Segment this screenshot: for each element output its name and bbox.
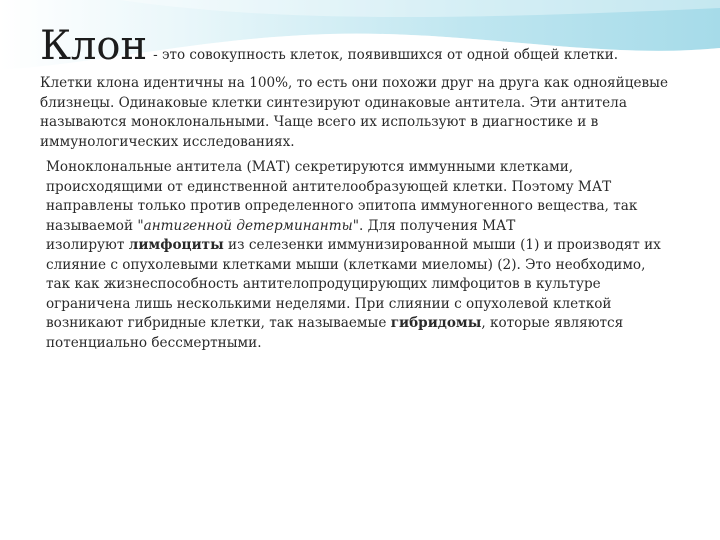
paragraph-clone-description xyxy=(40,74,680,152)
paragraph2-line xyxy=(46,236,680,256)
paragraph2-line: так как жизнеспособность антителопродуцирующих лимфоцитов в культуре xyxy=(46,276,601,292)
slide-content xyxy=(40,23,680,353)
paragraph1-line: близнецы. Одинаковые клетки синтезируют одинаковые антитела. Эти антитела xyxy=(40,94,627,111)
paragraph2-line: направлены только против определенного эпитопа иммуногенного вещества, так xyxy=(46,198,638,214)
text-segment: изолируют xyxy=(46,237,129,253)
title-word: Клон xyxy=(40,23,148,69)
text-segment: ". Для получения МАТ xyxy=(352,217,516,234)
paragraph-monoclonal-antibodies xyxy=(46,158,680,353)
title-line xyxy=(40,23,680,69)
paragraph2-line xyxy=(46,217,680,237)
bold-lymphocytes: лимфоциты xyxy=(128,237,224,253)
bold-hybridomas: гибридомы xyxy=(390,315,482,331)
title-definition: - это совокупность клеток, появившихся от одной общей клетки. xyxy=(153,47,619,63)
paragraph2-line: потенциально бессмертными. xyxy=(46,334,262,351)
paragraph2-line: Моноклональные антитела (МАТ) секретируются иммунными клетками, xyxy=(46,159,574,175)
text-segment: из селезенки иммунизированной мыши (1) и производят их xyxy=(223,237,661,253)
paragraph1-line: иммунологических исследованиях. xyxy=(40,133,295,150)
emphasis-antigen-determinant: антигенной детерминанты xyxy=(143,217,353,234)
paragraph2-line: происходящими от единственной антителообразующей клетки. Поэтому МАТ xyxy=(46,178,612,195)
paragraph1-line: называются моноклональными. Чаще всего их используют в диагностике и в xyxy=(40,114,599,130)
text-segment: возникают гибридные клетки, так называемые xyxy=(46,315,391,331)
paragraph2-line xyxy=(46,314,680,334)
text-segment: называемой " xyxy=(46,217,144,234)
text-segment: , которые являются xyxy=(481,315,624,331)
paragraph2-line: слияние с опухолевыми клетками мыши (клетками миеломы) (2). Это необходимо, xyxy=(46,256,646,273)
paragraph2-line: ограничена лишь несколькими неделями. При слиянии с опухолевой клеткой xyxy=(46,295,612,312)
paragraph1-line: Клетки клона идентичны на 100%, то есть они похожи друг на друга как однояйцевые xyxy=(40,75,669,91)
